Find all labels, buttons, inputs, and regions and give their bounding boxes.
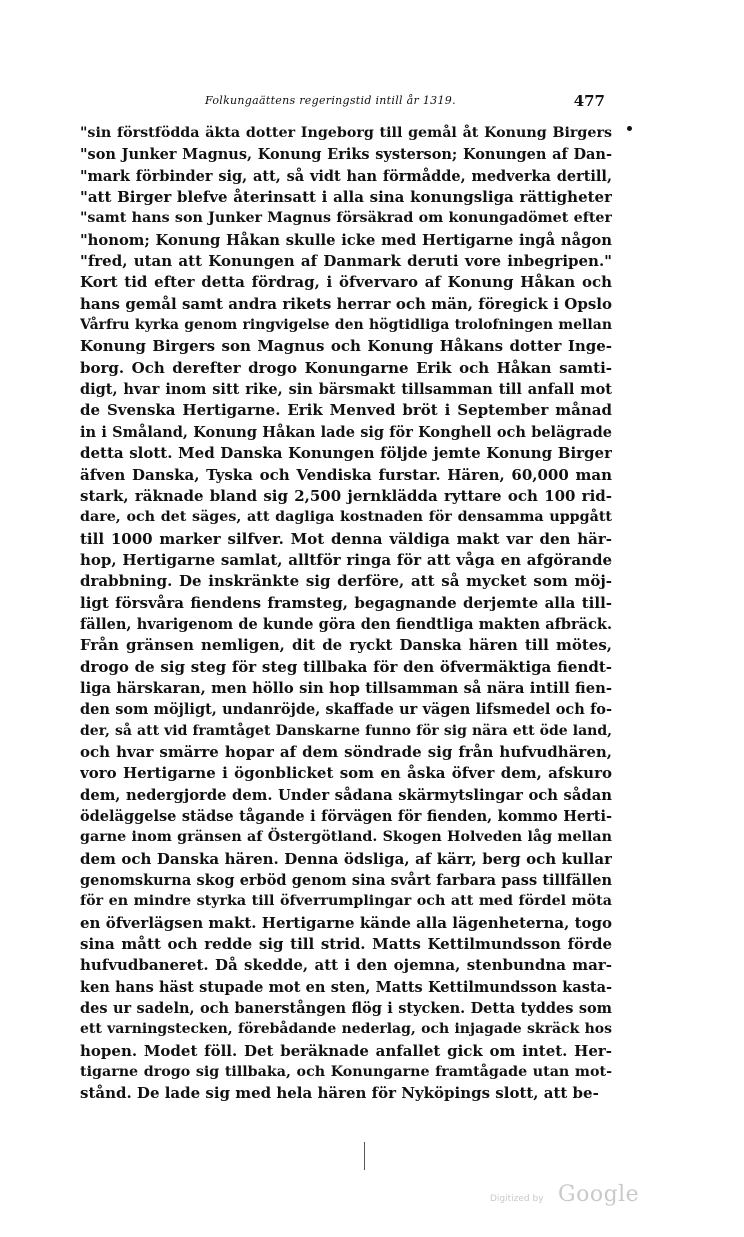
text-line: drabbning. De inskränkte sig derföre, att så mycket som möj- [80, 572, 612, 591]
text-line: dare, och det säges, att dagliga kostnaden för densamma uppgått [80, 509, 612, 526]
text-line: för en mindre styrka till öfverrumplingar och att med fördel möta [80, 893, 612, 910]
text-line: in i Småland, Konung Håkan lade sig för Konghell och belägrade [80, 423, 612, 441]
text-line: hopen. Modet föll. Det beräknade anfallet gick om intet. Her- [80, 1041, 612, 1060]
text-line: de Svenska Hertigarne. Erik Menved bröt i September månad [80, 401, 612, 420]
text-line: voro Hertigarne i ögonblicket som en åska öfver dem, afskuro [80, 764, 612, 783]
text-line: och hvar smärre hopar af dem söndrade sig från hufvudhären, [80, 742, 612, 761]
text-line: dem och Danska hären. Denna ödsliga, af kärr, berg och kullar [80, 849, 612, 868]
text-line: Vårfru kyrka genom ringvigelse den högtidliga trolofningen mellan [80, 317, 612, 334]
text-line: hufvudbaneret. Då skedde, att i den ojemna, stenbundna mar- [80, 956, 612, 975]
text-line: "fred, utan att Konungen af Danmark deruti vore inbegripen." [80, 252, 612, 271]
running-head [205, 92, 605, 114]
text-line: Konung Birgers son Magnus och Konung Håkans dotter Inge- [80, 337, 612, 356]
body-text [80, 123, 612, 1105]
text-line: liga härskaran, men höllo sin hop tillsamman så nära intill fien- [80, 679, 612, 697]
text-line: ett varningstecken, förebådande nederlag, och injagade skräck hos [80, 1021, 612, 1038]
digitization-watermark [490, 1182, 650, 1214]
text-line: detta slott. Med Danska Konungen följde jemte Konung Birger [80, 444, 612, 463]
page-number: 477 [573, 92, 605, 110]
text-line: den som möjligt, undanröjde, skaffade ur vägen lifsmedel och fo- [80, 701, 612, 719]
text-line: ligt försvåra fiendens framsteg, begagnande derjemte alla till- [80, 593, 612, 612]
text-line: "att Birger blefve återinsatt i alla sina konungsliga rättigheter [80, 188, 612, 207]
text-line: Från gränsen nemligen, dit de ryckt Danska hären till mötes, [80, 636, 612, 655]
text-line: äfven Danska, Tyska och Vendiska furstar. Hären, 60,000 man [80, 465, 612, 484]
text-line: Kort tid efter detta fördrag, i öfvervaro af Konung Håkan och [80, 273, 612, 292]
text-line: till 1000 marker silfver. Mot denna väldiga makt var den här- [80, 529, 612, 548]
text-line: genomskurna skog erböd genom sina svårt farbara pass tillfällen [80, 872, 612, 890]
text-line: des ur sadeln, och banerstången flög i stycken. Detta tyddes som [80, 1000, 612, 1018]
text-line: sina mått och redde sig till strid. Matts Kettilmundsson förde [80, 935, 612, 954]
text-line: borg. Och derefter drogo Konungarne Erik och Håkan samti- [80, 358, 612, 377]
text-line: stark, räknade bland sig 2,500 jernklädda ryttare och 100 rid- [80, 486, 612, 505]
text-line: hans gemål samt andra rikets herrar och män, föregick i Opslo [80, 294, 612, 313]
stray-ink-mark [627, 126, 632, 131]
text-line: fällen, hvarigenom de kunde göra den fiendtliga makten afbräck. [80, 615, 612, 633]
text-line: hop, Hertigarne samlat, alltför ringa för att våga en afgörande [80, 550, 612, 569]
text-line: "mark förbinder sig, att, så vidt han förmådde, medverka dertill, [80, 167, 612, 185]
text-line: stånd. De lade sig med hela hären för Nyköpings slott, att be- [80, 1084, 599, 1103]
text-line: tigarne drogo sig tillbaka, och Konungarne framtågade utan mot- [80, 1064, 612, 1081]
page-crease-mark [364, 1142, 365, 1170]
text-line: "son Junker Magnus, Konung Eriks systerson; Konungen af Dan- [80, 146, 612, 164]
text-line: ödeläggelse städse tågande i förvägen för fienden, kommo Herti- [80, 808, 612, 825]
text-line: "sin förstfödda äkta dotter Ingeborg till gemål åt Konung Birgers [80, 125, 612, 141]
text-line: digt, hvar inom sitt rike, sin bärsmakt tillsamman till anfall mot [80, 381, 612, 399]
watermark-digitized-by: Digitized by [490, 1194, 544, 1204]
text-line: der, så att vid framtåget Danskarne funno för sig nära ett öde land, [80, 722, 612, 739]
text-line: ken hans häst stupade mot en sten, Matts Kettilmundsson kasta- [80, 978, 612, 996]
text-line: en öfverlägsen makt. Hertigarne kände alla lägenheterna, togo [80, 913, 612, 932]
running-title: Folkungaättens regeringstid intill år 1319. [205, 94, 456, 107]
text-line: garne inom gränsen af Östergötland. Skogen Holveden låg mellan [80, 829, 612, 846]
text-line: drogo de sig steg för steg tillbaka för den öfvermäktiga fiendt- [80, 657, 612, 676]
text-line: dem, nedergjorde dem. Under sådana skärmytslingar och sådan [80, 786, 612, 804]
text-line: "honom; Konung Håkan skulle icke med Hertigarne ingå någon [80, 231, 612, 249]
google-logo: Google [558, 1182, 640, 1207]
text-line: "samt hans son Junker Magnus försäkrad om konungadömet efter [80, 210, 612, 227]
